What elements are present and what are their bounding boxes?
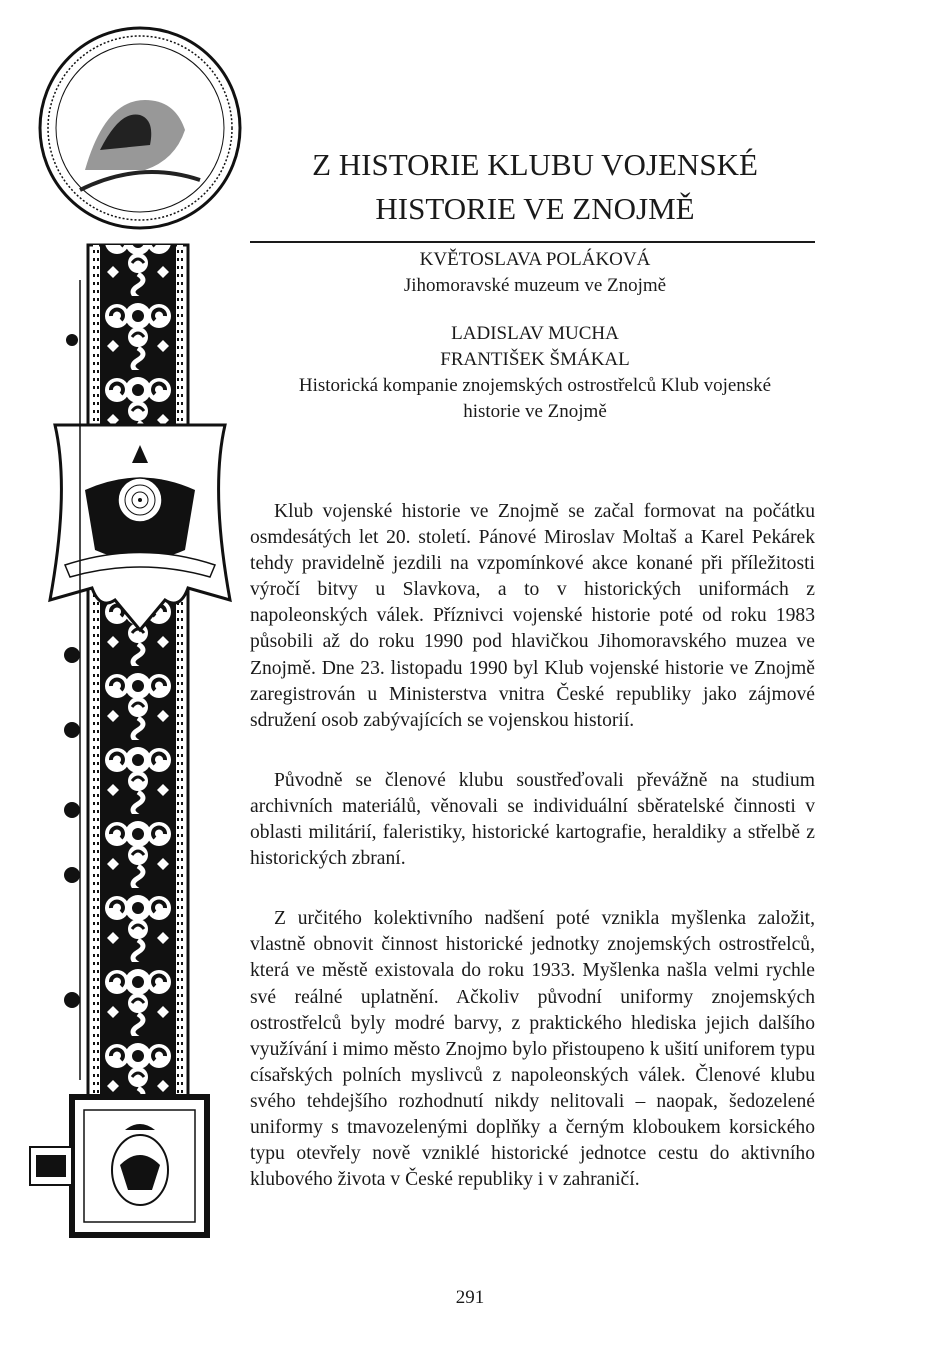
body-paragraph: Z určitého kolektivního nadšení poté vznikla myšlenka založit, vlastně obnovit činnost historické jednotky znojemských ostrostřelců, která ve městě existovala do roku 1933. Myšlenka našla velmi rychle své reálné uplatnění. Ačkoliv původní uniformy znojemských ostrostřelců byly modré barvy, z praktického hlediska jejich dalšího využívání i mimo město Znojmo bylo přistoupeno k ušití uniforem typu císařských polních myslivců z napoleonských válek. Členové klubu svého tehdejšího rozhodnutí nikdy nelitovali – naopak, šedozelené uniformy s tmavozelenými doplňky a černým kloboukem korsického typu otevřely nově vzniklé historické jednotce cestu do aktivního klubového života v České republiky i v zahraničí. [250, 908, 815, 1191]
medallion-illustration [40, 28, 240, 228]
coat-of-arms-emblem [50, 425, 230, 630]
author-name: FRANTIŠEK ŠMÁKAL [440, 349, 630, 370]
author-block [250, 247, 820, 425]
author-name: LADISLAV MUCHA [451, 323, 619, 344]
title-divider [250, 241, 815, 243]
author-affiliation: Jihomoravské muzeum ve Znojmě [403, 275, 667, 296]
title-line: Z HISTORIE KLUBU VOJENSKÉ [312, 147, 758, 182]
author-affiliation: Historická kompanie znojemských ostrostřelců Klub vojenské [298, 375, 772, 396]
body-paragraph: Původně se členové klubu soustřeďovali převážně na studium archivních materiálů, věnovali se individuální sběratelské činnosti v oblasti militárií, faleristiky, historické kartografie, heraldiky a střelbě z historických zbraní. [250, 769, 815, 870]
article-title [250, 143, 820, 231]
page-number: 291 [455, 1287, 485, 1308]
author-name: KVĚTOSLAVA POLÁKOVÁ [419, 249, 651, 270]
decorative-border-illustration [0, 0, 250, 1300]
title-line: HISTORIE VE ZNOJMĚ [375, 191, 695, 226]
bottom-emblem-frame [30, 1097, 207, 1235]
body-paragraph: Klub vojenské historie ve Znojmě se začal formovat na počátku osmdesátých let 20. století. Pánové Miroslav Moltaš a Karel Pekárek tehdy pravidelně jezdili na vzpomínkové akce konané při příležitosti výročí bitvy u Slavkova, a to v historických uniformách z napoleonských válek. Příznivci vojenské historie poté od roku 1983 působili až do roku 1990 pod hlavičkou Jihomoravského muzea ve Znojmě. Dne 23. listopadu 1990 byl Klub vojenské historie ve Znojmě zaregistrován u Ministerstva vnitra České republiky jako zájmové sdružení osob zabývajících se vojenskou historií. [250, 501, 815, 731]
author-affiliation: historie ve Znojmě [463, 401, 607, 422]
article-body [250, 499, 815, 1193]
